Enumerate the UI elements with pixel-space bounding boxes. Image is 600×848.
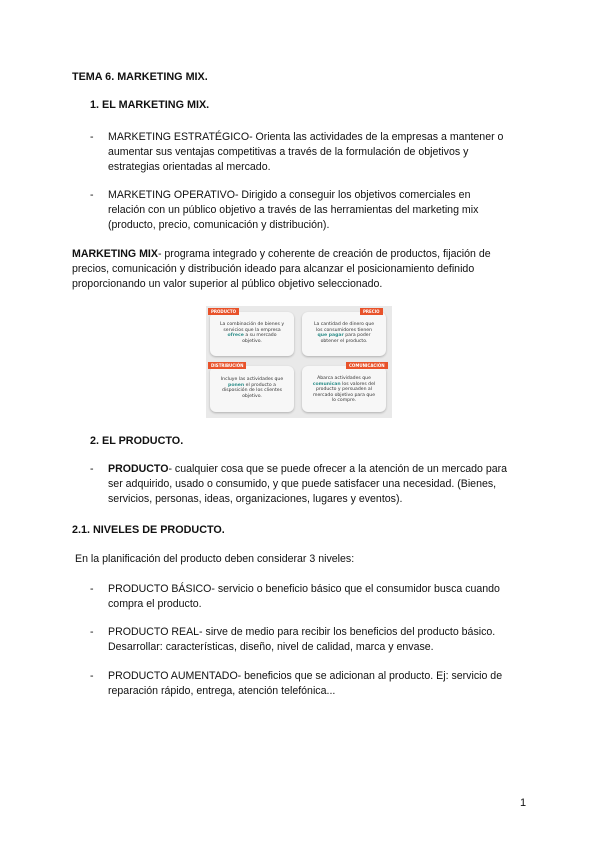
text-line: Abarca actividades que [317,376,371,381]
bullet-producto-aumentado [108,669,502,699]
highlight-text: que pagar [317,333,344,339]
text-line: La cantidad de dinero que [313,322,375,327]
highlight-text: ponen [228,382,245,388]
term-marketing-mix: MARKETING MIX [72,248,158,260]
niveles-intro: En la planificación del producto deben considerar 3 niveles: [75,553,355,565]
text-line: servicios que la empresa [223,327,281,333]
section-heading-producto: 2. EL PRODUCTO. [90,435,184,447]
marketing-mix-figure [206,306,392,418]
text-line: proporcionando un valor superior al público objetivo seleccionado. [72,278,383,290]
term-producto: PRODUCTO [108,463,169,475]
text-line: precios, comunicación y distribución ideado para alcanzar el posicionamiento definido [72,263,475,275]
bullet-producto-definition [108,462,507,507]
bullet-dash: - [90,131,94,143]
bullet-marketing-estrategico [108,130,503,175]
text-line: objetivo. [242,393,262,399]
quadrant-comunicacion [302,366,386,412]
text-line: aumentar sus ventajas competitivas a través de la formulación de objetivos y [108,146,469,158]
tag-producto: PRODUCTO [208,308,239,315]
text-line: PRODUCTO BÁSICO- servicio o beneficio básico que el consumidor busca cuando [108,583,500,595]
text-line: estrategias orientadas al mercado. [108,161,271,173]
text-line: obtener el producto. [320,338,368,344]
page-number: 1 [520,797,527,809]
bullet-dash: - [90,189,94,201]
tag-distribucion: DISTRIBUCIÓN [208,362,246,369]
text-line: disposición de los clientes [222,388,282,394]
text-line: objetivo. [242,338,262,344]
bullet-producto-real [108,625,495,655]
highlight-text: ofrece [227,333,244,339]
text-line: La combinación de bienes y [219,322,285,327]
page-title: TEMA 6. MARKETING MIX. [72,71,208,83]
bullet-dash: - [90,626,94,638]
text-line: (producto, precio, comunicación y distribución). [108,219,330,231]
text-line: MARKETING ESTRATÉGICO- Orienta las actividades de la empresas a mantener o [108,131,504,143]
quadrant-producto [210,312,294,356]
quadrant-distribucion [210,366,294,412]
text-line: PRODUCTO REAL- sirve de medio para recibir los beneficios del producto básico. [108,626,496,638]
section-heading-marketing-mix: 1. EL MARKETING MIX. [90,99,210,111]
text-line: mercado objetivo para que [312,392,376,398]
text-line: a su mercado [245,333,277,339]
text-line: lo compre. [331,398,357,404]
bullet-dash: - [90,463,94,475]
bullet-producto-basico [108,582,500,612]
text-line: producto y persuaden al [315,387,373,393]
text-line: PRODUCTO AUMENTADO- beneficios que se adicionan al producto. Ej: servicio de [108,670,503,682]
bullet-dash: - [90,583,94,595]
bullet-dash: - [90,670,94,682]
tag-comunicacion: COMUNICACIÓN [346,362,388,369]
bullet-marketing-operativo [108,188,478,233]
marketing-mix-definition [72,247,491,292]
text-line: MARKETING OPERATIVO- Dirigido a conseguir los objetivos comerciales en [108,189,471,201]
section-heading-niveles: 2.1. NIVELES DE PRODUCTO. [72,524,225,536]
text-line: ser adquirido, usado o consumido, y que puede satisfacer una necesidad. (Bienes, [108,478,497,490]
text-line: reparación rápido, entrega, atención telefónica... [108,685,336,697]
text-line: los consumidores tienen [316,327,372,333]
text-line: Desarrollar: características, diseño, nivel de calidad, marca y envase. [108,641,434,653]
text-line: Incluye las actividades que [220,377,284,382]
highlight-text: comunican [312,381,341,387]
text-line: para poder [345,333,371,339]
quadrant-precio [302,312,386,356]
text-line: - cualquier cosa que se puede ofrecer a la atención de un mercado para [168,463,508,475]
text-line: relación con un público objetivo a través de las herramientas del marketing mix [108,204,479,216]
text-line: el producto a [245,382,276,388]
tag-precio: PRECIO [360,308,383,315]
text-line: compra el producto. [108,598,202,610]
text-line: los valores del [342,381,376,387]
text-line: servicios, personas, ideas, organizaciones, lugares y eventos). [108,493,403,505]
text-line: - programa integrado y coherente de creación de productos, fijación de [157,248,491,260]
